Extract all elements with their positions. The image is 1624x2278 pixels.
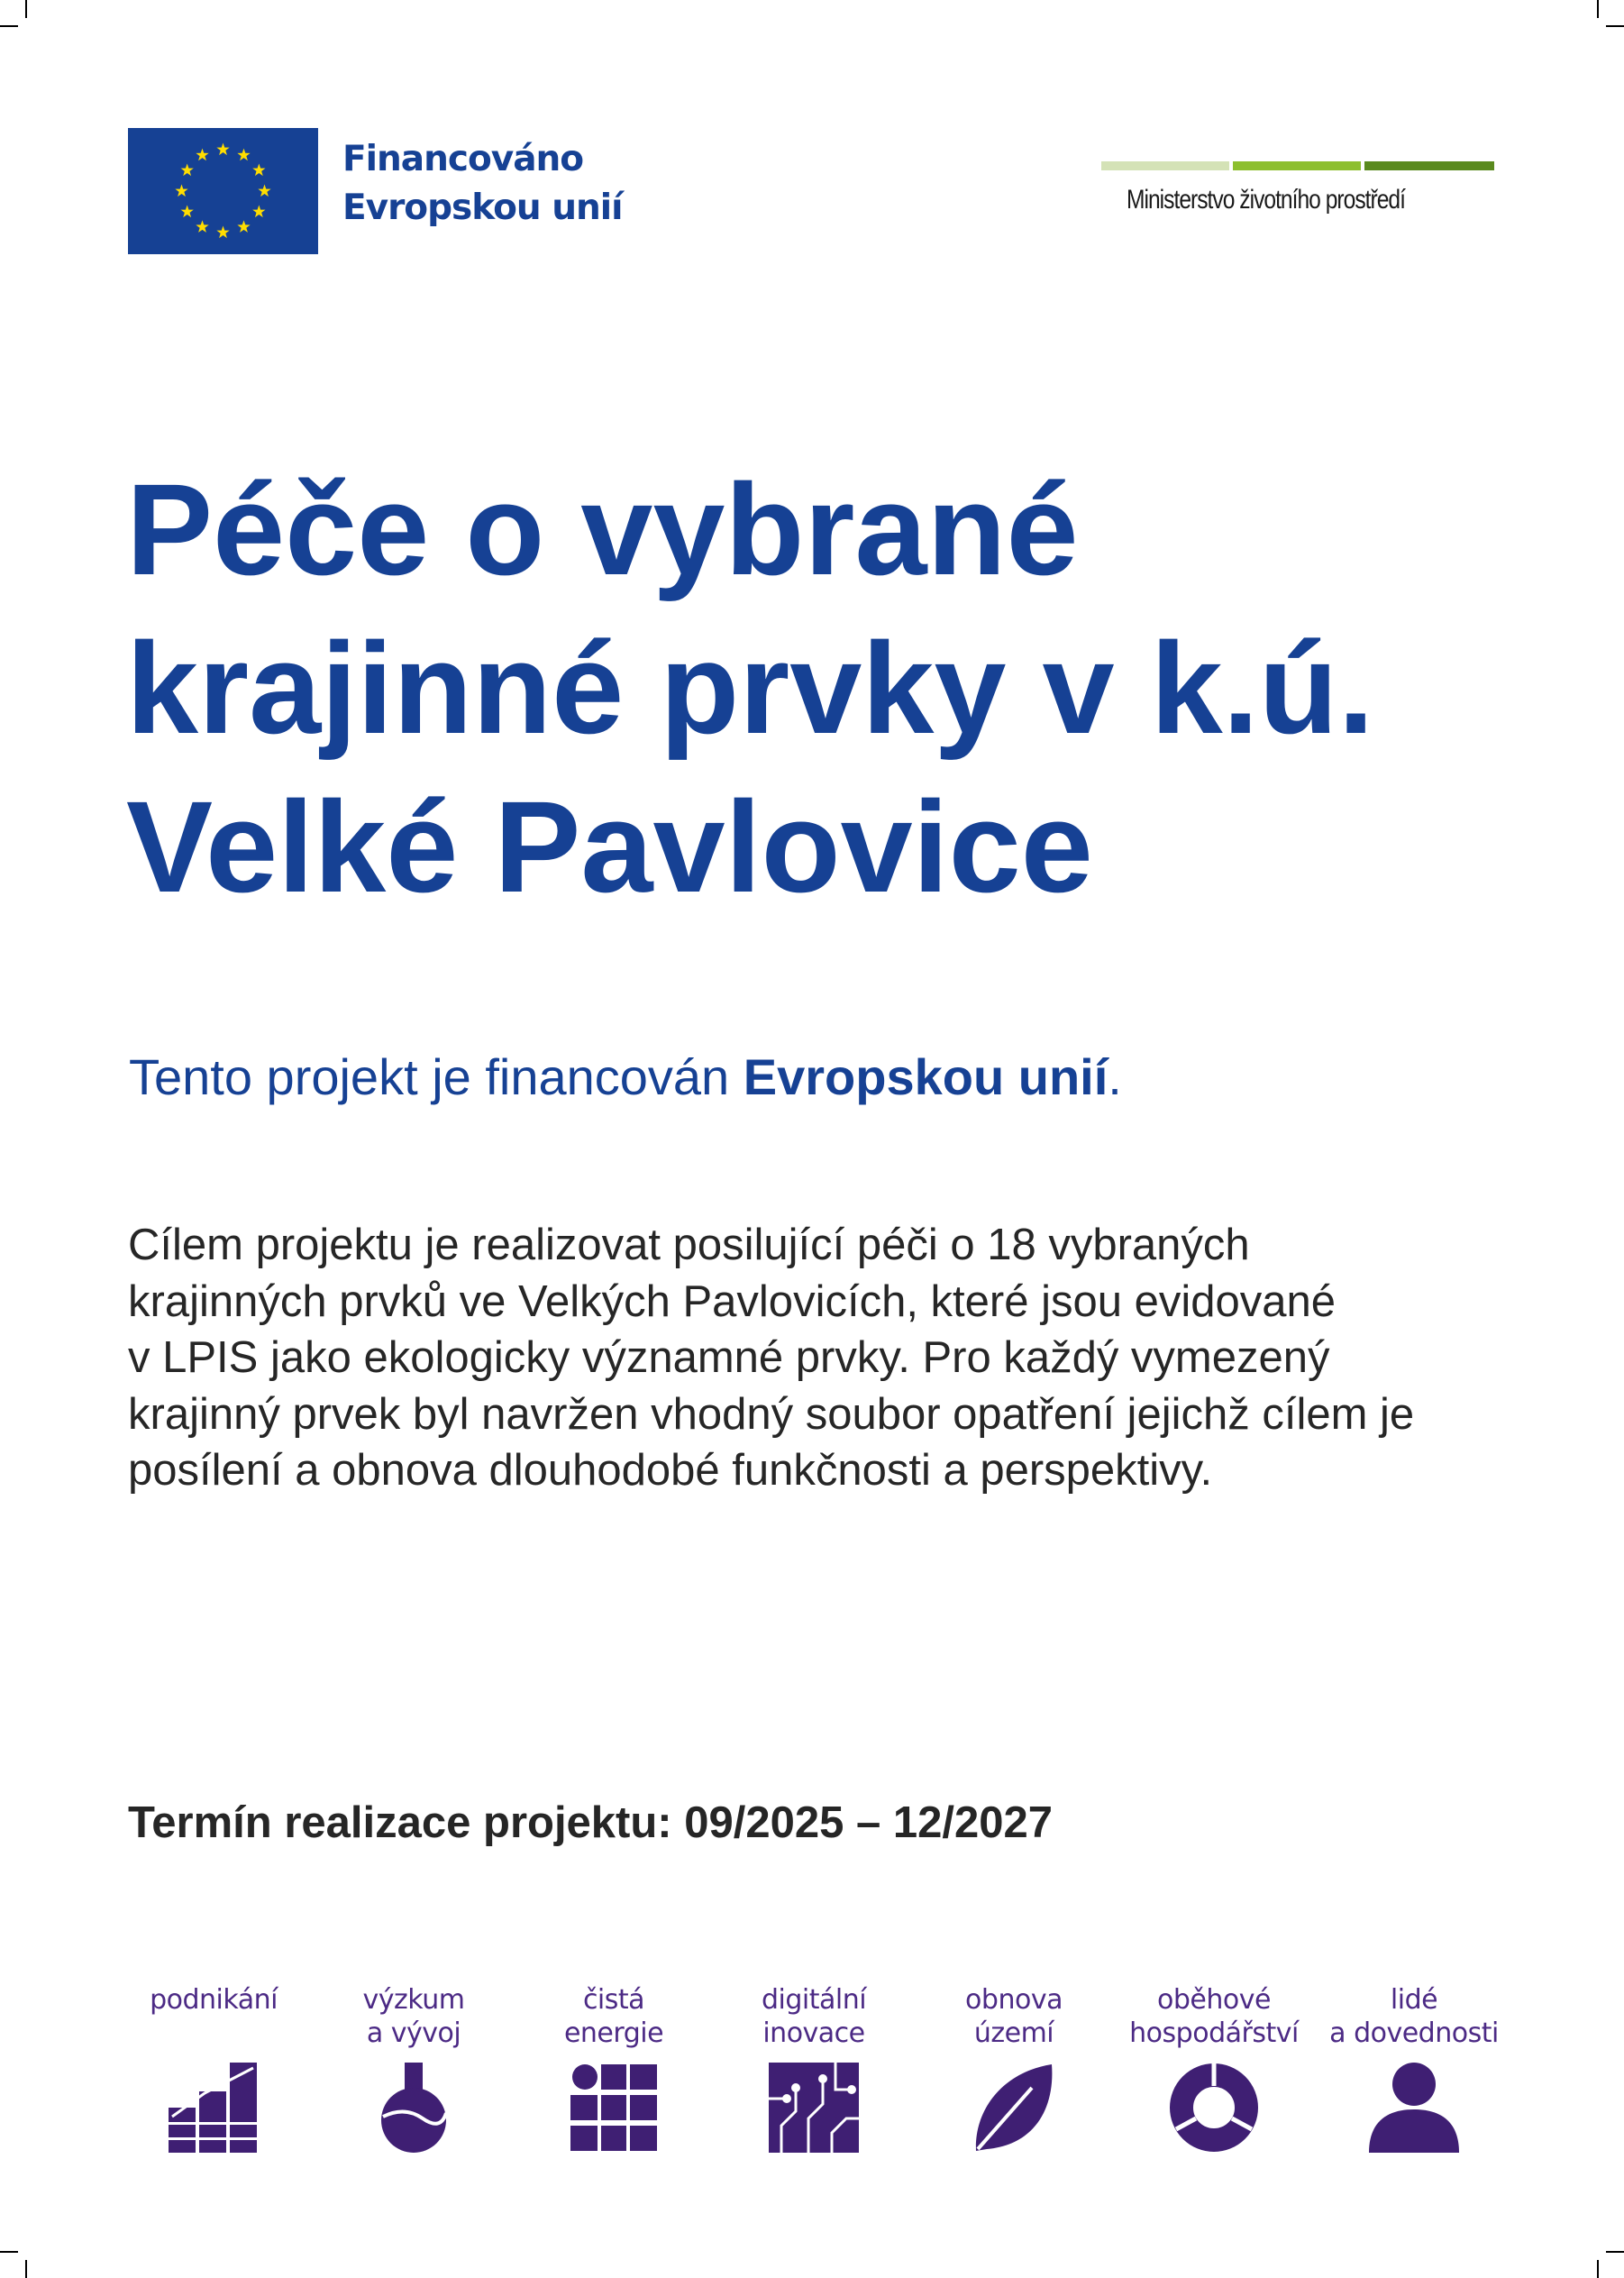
priority-restoration: [910, 1983, 1118, 2164]
description-line: Cílem projektu je realizovat posilující péči o 18 vybraných: [128, 1221, 1250, 1269]
crop-mark-br-v: [1597, 2260, 1599, 2278]
chart-icon: [169, 2063, 259, 2153]
icon-label-line1: oběhové: [1157, 1984, 1271, 2016]
eu-star: [181, 206, 194, 218]
eu-star: [181, 164, 194, 177]
icon-label-line2: území: [973, 2017, 1054, 2049]
eu-star: [216, 143, 229, 156]
eu-star: [175, 185, 187, 197]
crop-mark-tr-v: [1597, 0, 1599, 18]
crop-mark-tl-h: [0, 25, 18, 27]
priority-clean-energy: [510, 1983, 717, 2164]
icon-label-line2: inovace: [762, 2017, 865, 2049]
eu-flag-icon: [128, 128, 318, 254]
icon-label-line2: a vývoj: [366, 2017, 461, 2049]
crop-mark-br-h: [1606, 2251, 1624, 2253]
person-icon: [1369, 2063, 1459, 2153]
priority-business: [110, 1983, 317, 2164]
crop-mark-tr-h: [1606, 25, 1624, 27]
title-line-1: Péče o vybrané: [126, 457, 1079, 602]
description-line: krajinných prvků ve Velkých Pavlovicích, které jsou evidované: [128, 1276, 1336, 1326]
icon-label-line1: obnova: [965, 1984, 1063, 2016]
leaf-icon: [969, 2063, 1059, 2153]
crop-mark-tl-v: [25, 0, 27, 18]
eu-funding-logo: [128, 128, 642, 254]
eu-star: [237, 149, 250, 161]
crop-mark-bl-h: [0, 2251, 18, 2253]
crop-mark-bl-v: [25, 2260, 27, 2278]
project-description: [128, 1217, 1534, 1499]
icon-label-line2: hospodářství: [1129, 2017, 1299, 2049]
icon-label-line1: digitální: [761, 1984, 867, 2016]
icon-label-line1: čistá: [582, 1984, 645, 2016]
funding-statement-prefix: Tento projekt je financován: [129, 1048, 744, 1105]
title-line-2: krajinné prvky v k.ú.: [126, 616, 1374, 761]
icon-label-line2: a dovednosti: [1329, 2017, 1499, 2049]
funding-statement: [129, 1046, 1122, 1109]
recycle-icon: [1169, 2063, 1259, 2153]
project-term: Termín realizace projektu: 09/2025 – 12/2027: [128, 1798, 1053, 1847]
priority-digital: [710, 1983, 917, 2164]
eu-funding-line1: Financováno: [342, 139, 584, 179]
description-line: posílení a obnova dlouhodobé funkčnosti a perspektivy.: [128, 1446, 1213, 1495]
icon-label-line1: lidé: [1390, 1984, 1438, 2016]
eu-star: [216, 226, 229, 239]
priority-icons-row: [110, 1983, 1516, 2164]
ministry-bar-light: [1101, 161, 1229, 170]
circuit-icon: [769, 2063, 859, 2153]
priority-research: [310, 1983, 517, 2164]
eu-star: [196, 149, 208, 161]
title-line-3: Velké Pavlovice: [126, 774, 1093, 919]
page-title: [126, 451, 1568, 927]
eu-star: [237, 220, 250, 233]
eu-funding-text: [342, 135, 649, 233]
ministry-bar-dark: [1364, 161, 1494, 170]
eu-star: [252, 164, 265, 177]
eu-star: [252, 206, 265, 218]
funding-statement-bold: Evropskou unií: [743, 1048, 1109, 1105]
description-line: krajinný prvek byl navržen vhodný soubor opatření jejichž cílem je: [128, 1389, 1415, 1439]
eu-funding-line2: Evropskou unií: [342, 188, 623, 228]
grid-icon: [569, 2063, 659, 2153]
ministry-bar-mid: [1233, 161, 1361, 170]
description-line: v LPIS jako ekologicky významné prvky. Pro každý vymezený: [128, 1333, 1330, 1382]
funding-statement-suffix: .: [1108, 1048, 1122, 1105]
priority-people-skills: [1310, 1983, 1518, 2164]
icon-label-line1: výzkum: [362, 1984, 465, 2016]
flask-icon: [369, 2063, 459, 2153]
icon-label-line1: podnikání: [150, 1984, 278, 2016]
eu-star: [258, 185, 270, 197]
ministry-logo: [1101, 161, 1494, 224]
icon-label-line2: energie: [563, 2017, 664, 2049]
ministry-name: Ministerstvo životního prostředí: [1127, 185, 1405, 215]
priority-circular-economy: [1110, 1983, 1318, 2164]
eu-star: [196, 220, 208, 233]
ministry-color-bars: [1101, 161, 1494, 170]
